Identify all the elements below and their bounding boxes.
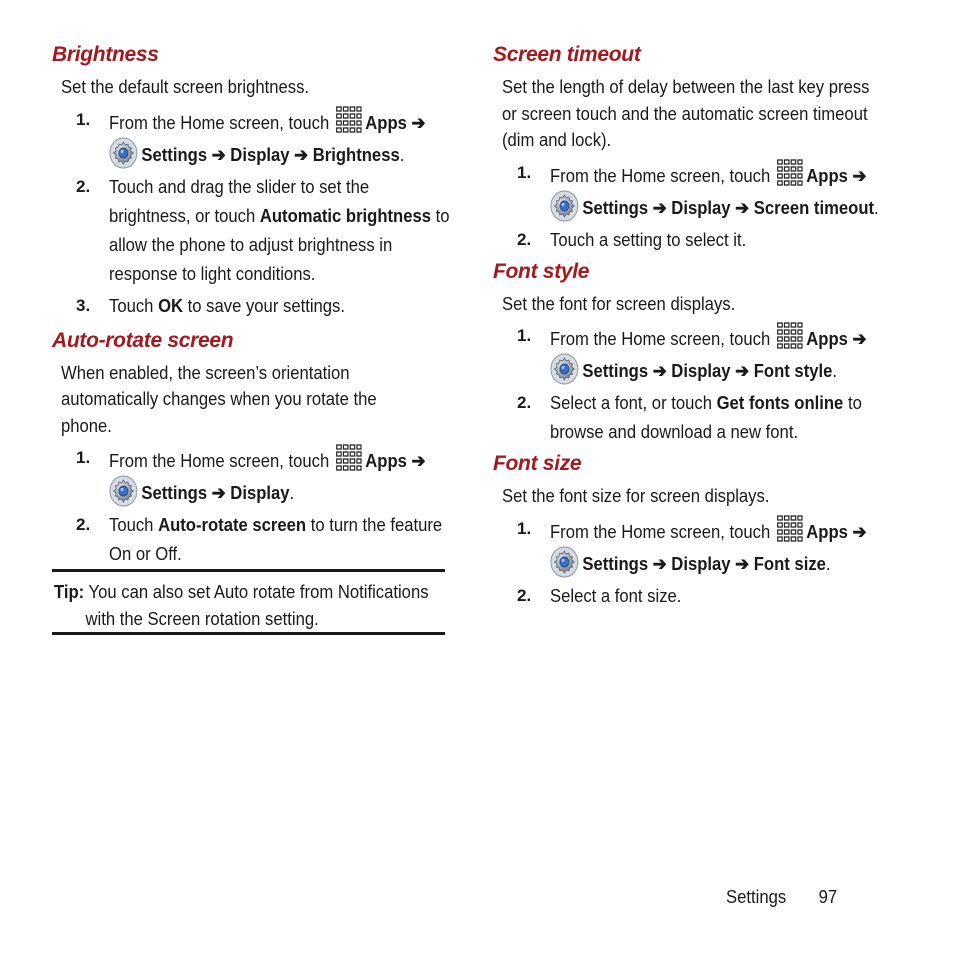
auto-rotate-step-1 <box>52 443 445 507</box>
settings-gear-icon <box>550 546 579 578</box>
section-title-font-style: Font style <box>493 259 590 283</box>
font-size-step-1 <box>493 514 893 578</box>
left-column <box>52 40 450 571</box>
step-number: 2. <box>76 515 91 534</box>
arrow-glyph: ➔ <box>652 552 667 574</box>
arrow-glyph: ➔ <box>735 552 750 574</box>
target-label: Screen timeout <box>753 196 875 218</box>
arrow-glyph: ➔ <box>411 111 426 133</box>
display-label: Display <box>230 143 290 165</box>
step-text: Select a font, or touch <box>550 392 712 413</box>
target-label: Brightness <box>312 143 400 165</box>
step-number: 1. <box>76 109 91 129</box>
font-style-steps <box>493 321 893 446</box>
apps-grid-icon <box>776 514 803 544</box>
step-number: 3. <box>76 295 91 315</box>
step-text: to allow the phone to adjust brightness in response to light conditions. <box>109 204 450 284</box>
step-number: 2. <box>517 393 532 412</box>
settings-label: Settings <box>582 360 649 381</box>
arrow-glyph: ➔ <box>852 328 867 349</box>
period: . <box>832 360 838 381</box>
brightness-intro: Set the default screen brightness. <box>61 76 310 97</box>
target-label: Font style <box>753 360 833 381</box>
footer-section: Settings <box>726 886 787 907</box>
display-label: Display <box>671 360 731 381</box>
apps-label: Apps <box>806 328 848 349</box>
period: . <box>289 482 295 503</box>
arrow-glyph: ➔ <box>294 143 309 165</box>
step-text: From the Home screen, touch <box>109 111 330 133</box>
screen-timeout-steps <box>493 158 893 254</box>
apps-label: Apps <box>806 520 848 542</box>
apps-label: Apps <box>806 164 848 186</box>
auto-rotate-step-2 <box>52 510 445 568</box>
font-size-steps <box>493 514 893 610</box>
bold-term: Get fonts online <box>716 392 844 413</box>
settings-gear-icon <box>550 353 579 385</box>
period: . <box>874 196 879 218</box>
screen-timeout-step-1 <box>493 158 893 222</box>
target-label: Font size <box>753 552 826 574</box>
period: . <box>399 143 405 165</box>
font-size-step-2 <box>493 581 893 610</box>
font-style-step-2 <box>493 388 893 446</box>
display-label: Display <box>671 196 731 218</box>
settings-gear-icon <box>109 137 138 169</box>
font-size-intro: Set the font size for screen displays. <box>502 485 770 506</box>
bold-term: Auto-rotate screen <box>158 514 307 535</box>
arrow-glyph: ➔ <box>735 360 750 381</box>
arrow-glyph: ➔ <box>852 520 867 542</box>
font-style-intro: Set the font for screen displays. <box>502 292 736 314</box>
settings-gear-icon <box>550 190 579 222</box>
page-footer <box>726 886 837 908</box>
step-text: From the Home screen, touch <box>550 520 771 542</box>
step-text: to browse and download a new font. <box>550 392 862 442</box>
tip-box <box>52 569 445 635</box>
auto-rotate-steps <box>52 443 445 568</box>
display-label: Display <box>671 552 731 574</box>
apps-grid-icon <box>776 158 803 188</box>
apps-label: Apps <box>365 450 407 471</box>
bold-term: Automatic brightness <box>259 204 432 226</box>
tip-text-line-2: with the Screen rotation setting. <box>85 608 319 629</box>
step-text: From the Home screen, touch <box>109 450 330 471</box>
apps-label: Apps <box>365 111 407 133</box>
step-text: Touch <box>109 514 154 535</box>
arrow-glyph: ➔ <box>852 164 867 186</box>
section-title-auto-rotate: Auto-rotate screen <box>52 328 234 352</box>
section-title-screen-timeout: Screen timeout <box>493 43 641 66</box>
period: . <box>825 552 831 574</box>
step-text: Touch and drag the slider to set the brightness, or touch <box>109 175 370 226</box>
page-number: 97 <box>818 886 838 907</box>
step-text: to save your settings. <box>187 294 345 316</box>
arrow-glyph: ➔ <box>211 143 226 165</box>
target-label: Display <box>230 482 290 503</box>
step-number: 2. <box>517 229 532 249</box>
arrow-glyph: ➔ <box>735 196 750 218</box>
screen-timeout-intro: Set the length of delay between the last key press or screen touch and the automatic screen timeout (dim and lock). <box>502 76 870 150</box>
brightness-steps <box>52 105 450 320</box>
auto-rotate-intro: When enabled, the screen’s orientation automatically changes when you rotate the phone. <box>61 361 377 436</box>
settings-label: Settings <box>582 196 649 218</box>
step-number: 1. <box>517 162 532 182</box>
settings-gear-icon <box>109 475 138 507</box>
step-text: Select a font size. <box>550 584 682 606</box>
step-number: 1. <box>76 448 91 467</box>
brightness-step-2 <box>52 172 450 288</box>
apps-grid-icon <box>776 321 803 351</box>
bold-term: OK <box>158 294 184 316</box>
arrow-glyph: ➔ <box>411 450 426 471</box>
section-title-font-size: Font size <box>493 452 582 475</box>
section-title-brightness: Brightness <box>52 43 159 66</box>
arrow-glyph: ➔ <box>652 360 667 381</box>
arrow-glyph: ➔ <box>211 482 226 503</box>
brightness-step-3 <box>52 291 445 320</box>
font-style-step-1 <box>493 321 893 385</box>
tip-label: Tip: <box>54 581 85 602</box>
step-number: 1. <box>517 518 532 538</box>
step-text: From the Home screen, touch <box>550 164 771 186</box>
right-column <box>493 40 893 613</box>
tip-text-line-1: You can also set Auto rotate from Notifications <box>88 581 429 602</box>
step-number: 2. <box>517 585 532 605</box>
settings-label: Settings <box>141 143 208 165</box>
step-number: 1. <box>517 326 532 345</box>
settings-label: Settings <box>582 552 649 574</box>
step-text: Touch <box>109 294 154 316</box>
step-text: Touch a setting to select it. <box>550 228 747 250</box>
step-text: From the Home screen, touch <box>550 328 771 349</box>
step-number: 2. <box>76 176 91 196</box>
step-text: to turn the feature On or Off. <box>109 514 443 564</box>
apps-grid-icon <box>335 105 362 135</box>
arrow-glyph: ➔ <box>652 196 667 218</box>
settings-label: Settings <box>141 482 208 503</box>
brightness-step-1 <box>52 105 445 169</box>
screen-timeout-step-2 <box>493 225 893 254</box>
apps-grid-icon <box>335 443 362 473</box>
